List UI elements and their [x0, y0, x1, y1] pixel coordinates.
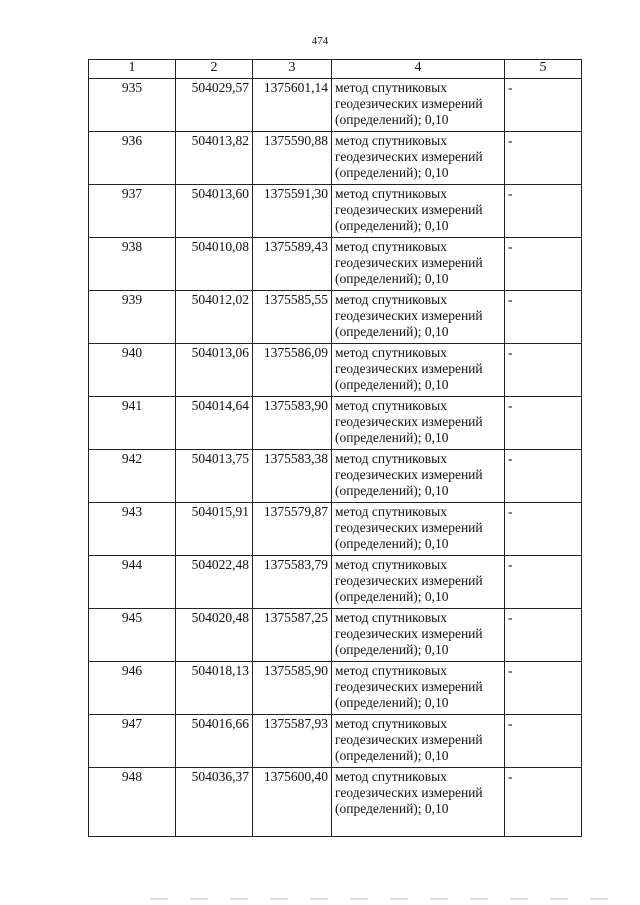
- x-coordinate-cell: 504029,57: [176, 79, 253, 132]
- point-number-cell: 938: [89, 238, 176, 291]
- point-number-cell: 948: [89, 768, 176, 837]
- y-coordinate-cell: 1375590,88: [253, 132, 332, 185]
- table-header: [89, 60, 582, 79]
- note-cell: -: [505, 238, 582, 291]
- point-number-cell: 941: [89, 397, 176, 450]
- x-coordinate-cell: 504015,91: [176, 503, 253, 556]
- y-coordinate-cell: 1375583,79: [253, 556, 332, 609]
- x-coordinate-cell: 504020,48: [176, 609, 253, 662]
- method-cell: метод спутниковых геодезических измерений (определений); 0,10: [332, 556, 505, 609]
- x-coordinate-cell: 504014,64: [176, 397, 253, 450]
- method-cell: метод спутниковых геодезических измерений (определений); 0,10: [332, 132, 505, 185]
- note-cell: -: [505, 344, 582, 397]
- method-cell: метод спутниковых геодезических измерений (определений); 0,10: [332, 450, 505, 503]
- method-cell: метод спутниковых геодезических измерений (определений); 0,10: [332, 503, 505, 556]
- note-cell: -: [505, 397, 582, 450]
- method-cell: метод спутниковых геодезических измерений (определений); 0,10: [332, 79, 505, 132]
- method-cell: метод спутниковых геодезических измерений (определений); 0,10: [332, 715, 505, 768]
- x-coordinate-cell: 504012,02: [176, 291, 253, 344]
- point-number-cell: 945: [89, 609, 176, 662]
- y-coordinate-cell: 1375600,40: [253, 768, 332, 837]
- y-coordinate-cell: 1375591,30: [253, 185, 332, 238]
- method-cell: метод спутниковых геодезических измерений (определений); 0,10: [332, 238, 505, 291]
- point-number-cell: 944: [89, 556, 176, 609]
- scan-artifact: [150, 898, 620, 900]
- method-cell: метод спутниковых геодезических измерений (определений); 0,10: [332, 397, 505, 450]
- table-row: [89, 715, 582, 768]
- method-cell: метод спутниковых геодезических измерений (определений); 0,10: [332, 185, 505, 238]
- point-number-cell: 936: [89, 132, 176, 185]
- y-coordinate-cell: 1375579,87: [253, 503, 332, 556]
- y-coordinate-cell: 1375589,43: [253, 238, 332, 291]
- table-row: [89, 397, 582, 450]
- table-row: [89, 291, 582, 344]
- table-row: [89, 132, 582, 185]
- note-cell: -: [505, 185, 582, 238]
- page-number: 474: [311, 35, 329, 47]
- table-row: [89, 238, 582, 291]
- x-coordinate-cell: 504013,75: [176, 450, 253, 503]
- note-cell: -: [505, 662, 582, 715]
- y-coordinate-cell: 1375587,25: [253, 609, 332, 662]
- table-body: [89, 79, 582, 837]
- table-row: [89, 609, 582, 662]
- y-coordinate-cell: 1375585,55: [253, 291, 332, 344]
- header-row: [89, 60, 582, 79]
- note-cell: -: [505, 609, 582, 662]
- point-number-cell: 943: [89, 503, 176, 556]
- table-row: [89, 450, 582, 503]
- point-number-cell: 946: [89, 662, 176, 715]
- note-cell: -: [505, 450, 582, 503]
- x-coordinate-cell: 504022,48: [176, 556, 253, 609]
- table-row: [89, 556, 582, 609]
- y-coordinate-cell: 1375587,93: [253, 715, 332, 768]
- coordinates-table: [88, 59, 582, 837]
- method-cell: метод спутниковых геодезических измерений (определений); 0,10: [332, 609, 505, 662]
- point-number-cell: 942: [89, 450, 176, 503]
- table-row: [89, 768, 582, 837]
- y-coordinate-cell: 1375583,90: [253, 397, 332, 450]
- header-col-3: 3: [253, 60, 332, 79]
- point-number-cell: 939: [89, 291, 176, 344]
- y-coordinate-cell: 1375586,09: [253, 344, 332, 397]
- x-coordinate-cell: 504036,37: [176, 768, 253, 837]
- note-cell: -: [505, 503, 582, 556]
- method-cell: метод спутниковых геодезических измерений (определений); 0,10: [332, 344, 505, 397]
- x-coordinate-cell: 504010,08: [176, 238, 253, 291]
- table-row: [89, 79, 582, 132]
- y-coordinate-cell: 1375583,38: [253, 450, 332, 503]
- note-cell: -: [505, 768, 582, 837]
- point-number-cell: 935: [89, 79, 176, 132]
- header-col-4: 4: [332, 60, 505, 79]
- method-cell: метод спутниковых геодезических измерений (определений); 0,10: [332, 768, 505, 837]
- method-cell: метод спутниковых геодезических измерений (определений); 0,10: [332, 291, 505, 344]
- x-coordinate-cell: 504013,82: [176, 132, 253, 185]
- x-coordinate-cell: 504013,06: [176, 344, 253, 397]
- note-cell: -: [505, 715, 582, 768]
- x-coordinate-cell: 504016,66: [176, 715, 253, 768]
- header-col-1: 1: [89, 60, 176, 79]
- y-coordinate-cell: 1375585,90: [253, 662, 332, 715]
- header-col-2: 2: [176, 60, 253, 79]
- table-row: [89, 662, 582, 715]
- point-number-cell: 940: [89, 344, 176, 397]
- note-cell: -: [505, 291, 582, 344]
- point-number-cell: 947: [89, 715, 176, 768]
- header-col-5: 5: [505, 60, 582, 79]
- table-row: [89, 344, 582, 397]
- table-row: [89, 185, 582, 238]
- point-number-cell: 937: [89, 185, 176, 238]
- note-cell: -: [505, 556, 582, 609]
- x-coordinate-cell: 504018,13: [176, 662, 253, 715]
- note-cell: -: [505, 79, 582, 132]
- y-coordinate-cell: 1375601,14: [253, 79, 332, 132]
- x-coordinate-cell: 504013,60: [176, 185, 253, 238]
- method-cell: метод спутниковых геодезических измерений (определений); 0,10: [332, 662, 505, 715]
- table-row: [89, 503, 582, 556]
- note-cell: -: [505, 132, 582, 185]
